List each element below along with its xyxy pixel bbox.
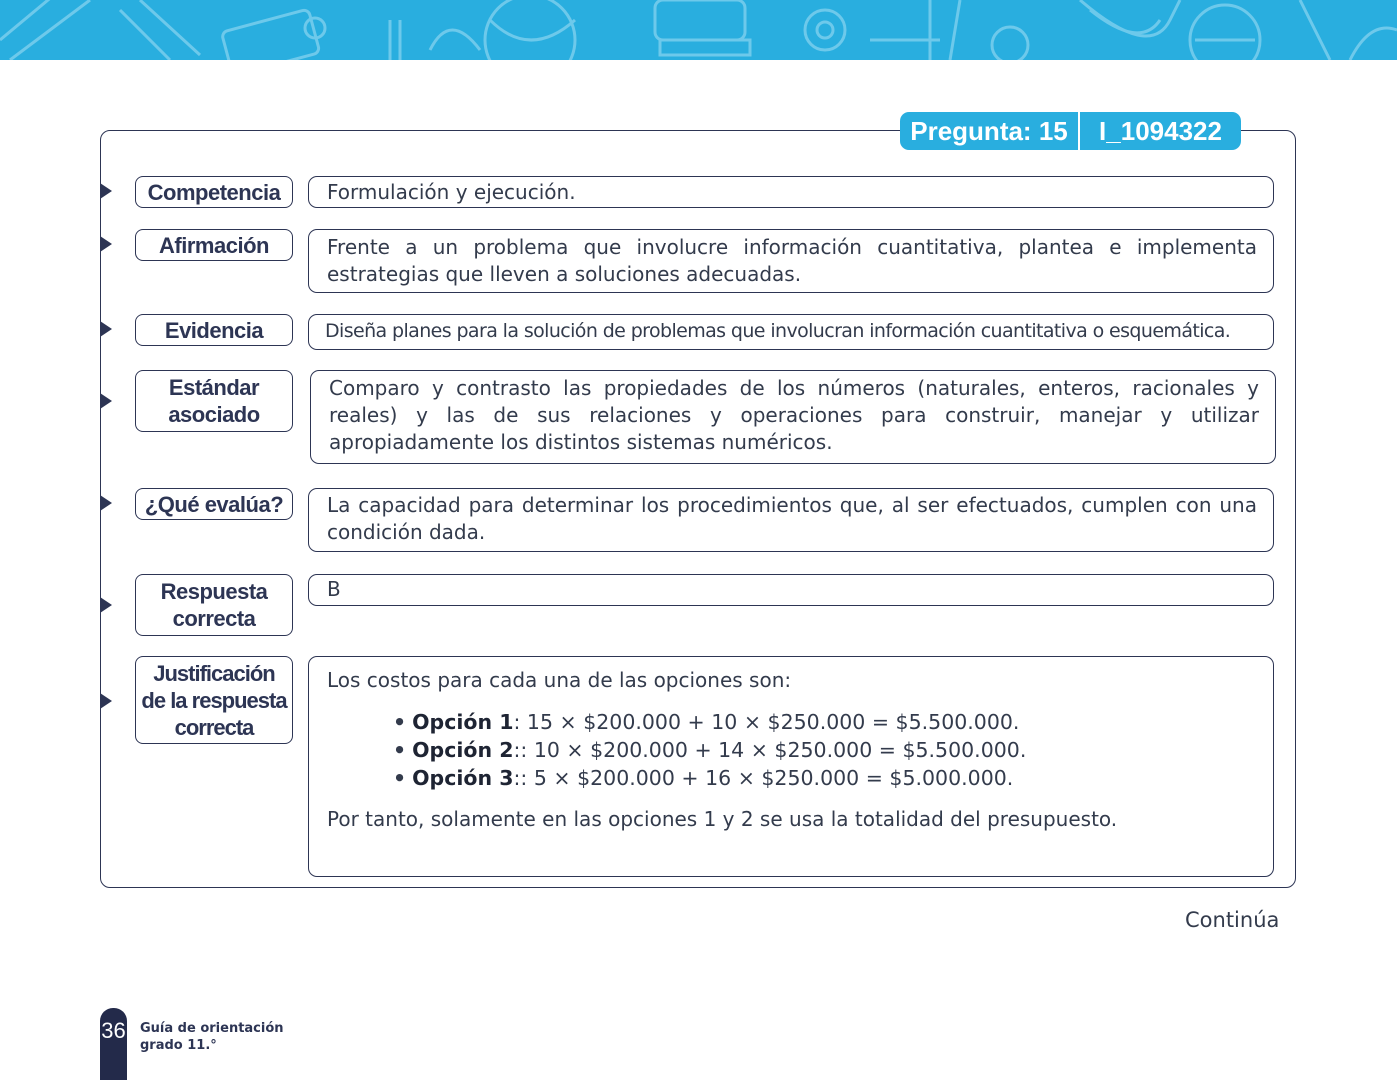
label-estandar-asociado <box>135 370 293 432</box>
option-item <box>393 736 1257 764</box>
competencia-text: Formulación y ejecución. <box>308 176 1274 208</box>
respuesta-correcta-text: B <box>308 574 1274 606</box>
footer-line: grado 11.° <box>140 1038 217 1053</box>
school-doodle-pattern <box>0 0 1397 60</box>
bullet-arrow-icon <box>100 495 112 511</box>
option-separator: : <box>513 710 527 734</box>
evidencia-text: Diseña planes para la solución de problemas que involucran información cuantitativa o esquemática. <box>308 314 1274 350</box>
label-line: Estándar <box>168 375 260 400</box>
bullet-dot-icon: • <box>393 738 407 762</box>
label-justificacion <box>135 656 293 744</box>
label-line: correcta <box>172 606 256 631</box>
label-evidencia: Evidencia <box>135 314 293 346</box>
top-banner <box>0 0 1397 60</box>
bullet-arrow-icon <box>100 693 112 709</box>
label-respuesta-correcta <box>135 574 293 636</box>
justificacion-conclusion: Por tanto, solamente en las opciones 1 y 2 se usa la totalidad del presupuesto. <box>327 807 1118 831</box>
label-line: asociado <box>168 402 260 427</box>
option-item <box>393 708 1257 736</box>
option-separator: :: <box>513 738 534 762</box>
bullet-dot-icon: • <box>393 766 407 790</box>
option-item <box>393 764 1257 792</box>
option-calc: 5 × $200.000 + 16 × $250.000 = $5.000.000. <box>533 766 1014 790</box>
continua-text: Continúa <box>1185 908 1280 932</box>
footer-line: Guía de orientación <box>140 1021 284 1036</box>
label-line: Justificación <box>153 660 275 686</box>
page-number: 36 <box>100 1008 127 1080</box>
bullet-arrow-icon <box>100 183 112 199</box>
label-competencia: Competencia <box>135 176 293 208</box>
bullet-arrow-icon <box>100 321 112 337</box>
options-list <box>393 708 1257 792</box>
question-header <box>900 112 1241 150</box>
label-line: de la respuesta <box>141 687 287 713</box>
item-code: I_1094322 <box>1099 115 1222 146</box>
justificacion-box <box>308 656 1274 877</box>
option-name: Opción 3 <box>412 766 514 790</box>
option-calc: 15 × $200.000 + 10 × $250.000 = $5.500.000. <box>526 710 1020 734</box>
option-calc: 10 × $200.000 + 14 × $250.000 = $5.500.000. <box>533 738 1027 762</box>
label-que-evalua: ¿Qué evalúa? <box>135 488 293 520</box>
afirmacion-text: Frente a un problema que involucre información cuantitativa, plantea e implementa estrategias que lleven a soluciones adecuadas. <box>308 229 1274 293</box>
justificacion-intro: Los costos para cada una de las opciones son: <box>327 668 792 692</box>
bullet-arrow-icon <box>100 393 112 409</box>
estandar-text: Comparo y contrasto las propiedades de los números (naturales, enteros, racionales y reales) y las de sus relaciones y operaciones para construir, manejar y utilizar apropiadamente los distintos sistemas numéricos. <box>310 370 1276 464</box>
que-evalua-text: La capacidad para determinar los procedimientos que, al ser efectuados, cumplen con una condición dada. <box>308 488 1274 552</box>
label-line: correcta <box>174 714 254 740</box>
question-number: Pregunta: 15 <box>910 115 1068 146</box>
option-name: Opción 1 <box>412 710 514 734</box>
bullet-arrow-icon <box>100 236 112 252</box>
label-line: Respuesta <box>160 579 268 604</box>
option-separator: :: <box>513 766 534 790</box>
footer-title <box>140 1020 284 1054</box>
label-afirmacion: Afirmación <box>135 229 293 261</box>
option-name: Opción 2 <box>412 738 514 762</box>
bullet-dot-icon: • <box>393 710 407 734</box>
bullet-arrow-icon <box>100 597 112 613</box>
